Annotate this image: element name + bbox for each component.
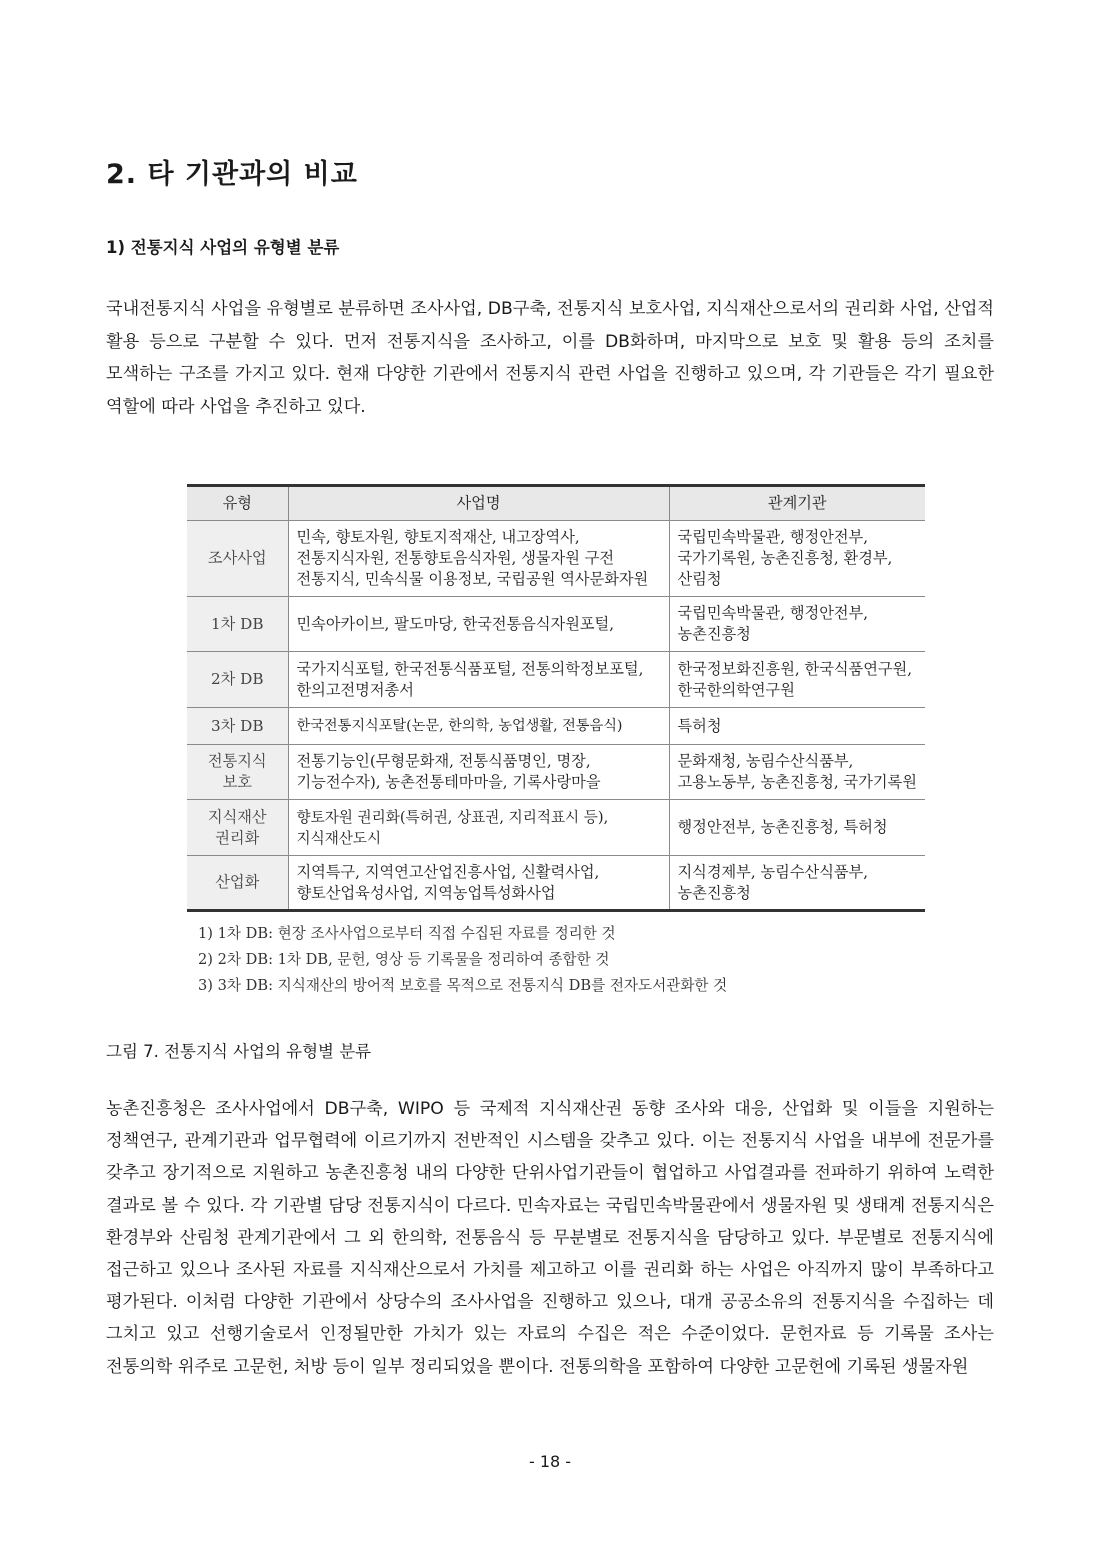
row-type: 조사사업 bbox=[187, 521, 288, 597]
table-row bbox=[187, 708, 925, 745]
row-type: 1차 DB bbox=[187, 597, 288, 652]
table-row bbox=[187, 597, 925, 652]
row-projects: 국가지식포털, 한국전통식품포털, 전통의학정보포털, 한의고전명저총서 bbox=[288, 652, 669, 708]
table-row bbox=[187, 800, 925, 856]
row-agencies: 한국정보화진흥원, 한국식품연구원, 한국한의학연구원 bbox=[669, 652, 925, 708]
section-title: 2. 타 기관과의 비교 bbox=[106, 159, 358, 190]
header-type: 유형 bbox=[187, 486, 288, 521]
row-agencies: 행정안전부, 농촌진흥청, 특허청 bbox=[669, 800, 925, 856]
row-type: 3차 DB bbox=[187, 708, 288, 745]
table-note: 2) 2차 DB: 1차 DB, 문헌, 영상 등 기록물을 정리하여 종합한 것 bbox=[198, 951, 610, 968]
table-notes bbox=[198, 921, 727, 999]
row-projects: 전통기능인(무형문화재, 전통식품명인, 명장, 기능전수자), 농촌전통테마마을, 기록사랑마을 bbox=[288, 745, 669, 800]
classification-table bbox=[187, 484, 925, 912]
body-paragraph: 농촌진흥청은 조사사업에서 DB구축, WIPO 등 국제적 지식재산권 동향 조사와 대응, 산업화 및 이들을 지원하는 정책연구, 관계기관과 업무협력에 이르기까지 전반적인 시스템을 갖추고 있다. 이는 전통지식 사업을 내부에 전문가를 갖추고 장기적으로 지원하고 농촌진흥청 내의 다양한 단위사업기관들이 협업하고 사업결과를 전파하기 위하여 노력한 결과로 볼 수 있다. 각 기관별 담당 전통지식이 다르다. 민속자료는 국립민속박물관에서 생물자원 및 생태계 전통지식은 환경부와 산림청 관계기관에서 그 외 한의학, 전통음식 등 무분별로 전통지식을 담당하고 있다. 부문별로 전통지식에 접근하고 있으나 조사된 자료를 지식재산으로서 가치를 제고하고 이를 권리화 하는 사업은 아직까지 많이 부족하다고 평가된다. 이처럼 다양한 기관에서 상당수의 조사사업을 진행하고 있으나, 대개 공공소유의 전통지식을 수집하는 데 그치고 있고 선행기술로서 인정될만한 가치가 있는 자료의 수집은 적은 수준이었다. 문헌자료 등 기록물 조사는 전통의학 위주로 고문헌, 처방 등이 일부 정리되었을 뿐이다. 전통의학을 포함하여 다양한 고문헌에 기록된 생물자원 bbox=[106, 1099, 994, 1377]
row-agencies: 특허청 bbox=[669, 708, 925, 745]
table-header-row bbox=[187, 486, 925, 521]
row-projects: 민속아카이브, 팔도마당, 한국전통음식자원포털, bbox=[288, 597, 669, 652]
row-type: 2차 DB bbox=[187, 652, 288, 708]
figure-caption: 그림 7. 전통지식 사업의 유형별 분류 bbox=[106, 1042, 372, 1061]
row-agencies: 문화재청, 농림수산식품부, 고용노동부, 농촌진흥청, 국가기록원 bbox=[669, 745, 925, 800]
table-row bbox=[187, 652, 925, 708]
header-projects: 사업명 bbox=[288, 486, 669, 521]
row-type: 전통지식 보호 bbox=[187, 745, 288, 800]
sub-title: 1) 전통지식 사업의 유형별 분류 bbox=[106, 238, 340, 257]
row-projects: 향토자원 권리화(특허권, 상표권, 지리적표시 등), 지식재산도시 bbox=[288, 800, 669, 856]
table-note: 3) 3차 DB: 지식재산의 방어적 보호를 목적으로 전통지식 DB를 전자도서관화한 것 bbox=[198, 977, 728, 994]
header-agencies: 관계기관 bbox=[669, 486, 925, 521]
page-number: - 18 - bbox=[528, 1452, 572, 1471]
table-note: 1) 1차 DB: 현장 조사사업으로부터 직접 수집된 자료를 정리한 것 bbox=[198, 925, 616, 942]
table-row bbox=[187, 856, 925, 911]
row-agencies: 국립민속박물관, 행정안전부, 국가기록원, 농촌진흥청, 환경부, 산림청 bbox=[669, 521, 925, 597]
row-projects: 지역특구, 지역연고산업진흥사업, 신활력사업, 향토산업육성사업, 지역농업특성화사업 bbox=[288, 856, 669, 911]
row-projects: 한국전통지식포탈(논문, 한의학, 농업생활, 전통음식) bbox=[288, 708, 669, 745]
row-projects: 민속, 향토자원, 향토지적재산, 내고장역사, 전통지식자원, 전통향토음식자원, 생물자원 구전 전통지식, 민속식물 이용정보, 국립공원 역사문화자원 bbox=[288, 521, 669, 597]
row-type: 지식재산 권리화 bbox=[187, 800, 288, 856]
table-row bbox=[187, 745, 925, 800]
row-agencies: 지식경제부, 농림수산식품부, 농촌진흥청 bbox=[669, 856, 925, 911]
intro-paragraph: 국내전통지식 사업을 유형별로 분류하면 조사사업, DB구축, 전통지식 보호사업, 지식재산으로서의 권리화 사업, 산업적 활용 등으로 구분할 수 있다. 먼저 전통지식을 조사하고, 이를 DB화하며, 마지막으로 보호 및 활용 등의 조치를 모색하는 구조를 가지고 있다. 현재 다양한 기관에서 전통지식 관련 사업을 진행하고 있으며, 각 기관들은 각기 필요한 역할에 따라 사업을 추진하고 있다. bbox=[106, 299, 994, 417]
row-agencies: 국립민속박물관, 행정안전부, 농촌진흥청 bbox=[669, 597, 925, 652]
table-row bbox=[187, 521, 925, 597]
row-type: 산업화 bbox=[187, 856, 288, 911]
